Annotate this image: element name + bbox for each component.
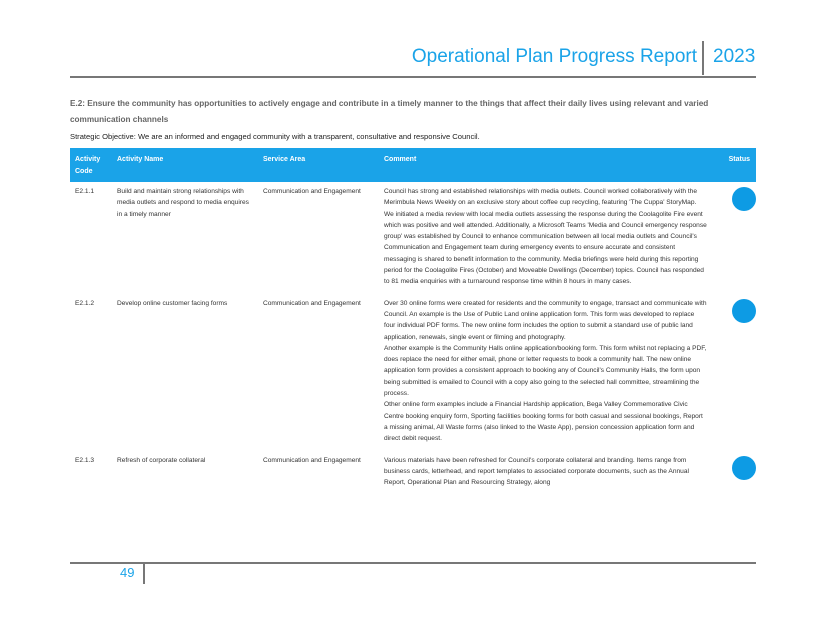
report-year: 2023 [713,46,756,67]
footer-rule [70,562,756,564]
activity-name: Develop online customer facing forms [117,299,228,307]
comment-paragraph: Another example is the Community Halls online application/booking form. This form whilst not replacing a PDF, does replace the need for either email, phone or letter requests to book a community hall. The new online application form provides a consistent approach to booking any of Council's Community Halls, the form upon being submitted is emailed to Council with a copy also going to the selected hall committee, streamlining the process. [384,344,707,398]
column-header-area: Service Area [258,148,379,182]
header-separator [702,41,704,75]
page-number: 49 [120,565,135,580]
status-indicator-icon [732,456,756,480]
status-indicator-icon [732,299,756,323]
column-header-name: Activity Name [112,148,258,182]
status-cell [719,294,756,451]
strategic-objective: Strategic Objective: We are an informed and engaged community with a transparent, consultative and responsive Council. [70,132,480,141]
table-row [70,451,756,495]
activity-name: Refresh of corporate collateral [117,456,206,464]
column-header-comment: Comment [379,148,719,182]
activity-table [70,148,756,494]
table-row [70,294,756,451]
header-rule [70,76,756,78]
activity-code: E2.1.1 [75,188,95,195]
service-area: Communication and Engagement [263,456,361,464]
table-header-row [70,148,756,182]
comment-paragraph: Over 30 online forms were created for residents and the community to engage, transact and communicate with Council. An example is the Use of Public Land online application form. This form was developed to replace four individual PDF forms. The new online form includes the option to submit a standard use of public land application, renewals, single event or filming and photography. [384,299,707,341]
service-area: Communication and Engagement [263,299,361,307]
report-title: Operational Plan Progress Report [411,46,697,67]
page-number-separator [143,563,145,584]
comment-paragraph: Other online form examples include a Financial Hardship application, Bega Valley Commemorative Civic Centre booking enquiry form, Sporting facilities booking forms for both casual and sessional bookings, Report a missing animal, All Waste forms (also linked to the Waste App), pension concession application form and direct debit request. [384,401,703,443]
status-indicator-icon [732,187,756,211]
activity-comment [379,294,719,451]
activity-code: E2.1.3 [75,456,95,464]
status-cell [719,182,756,294]
goal-heading: E.2: Ensure the community has opportunities to actively engage and contribute in a timely manner to the things that affect their daily lives using relevant and varied communication channels [70,99,709,124]
activity-comment: Council has strong and established relationships with media outlets. Council worked collaboratively with the Merimbula News Weekly on an exclusive story about coffee cup recycling, featuring 'The Cuppa' StoryMap. We initiated a media review with local media outlets assessing the response during the Coolagolite Fire event which was positive and well attended. Additionally, a Microsoft Teams 'Media and Council emergency response group' was established by Council to enhance communication between all local media outlets and Council's Communication and Engagement team during emergency events to ensure accurate and consistent messaging is shared to benefit information to the community. Media briefings were held during this reporting period for the Coolagolite Fires (October) and Moveable Dwellings (December) topics. Council has responded to 81 media enquiries with a turnaround response time within 8 hours in many cases. [384,188,707,286]
column-header-status: Status [719,148,756,182]
column-header-code: Activity Code [70,148,112,182]
activity-comment: Various materials have been refreshed for Council's corporate collateral and branding. Items range from business cards, letterhead, and report templates to associated corporate documents, such as the Annual Report, Operational Plan and Resourcing Strategy, along [384,456,689,487]
service-area: Communication and Engagement [263,188,361,195]
activity-name: Build and maintain strong relationships with media outlets and respond to media enquires in a timely manner [117,188,249,218]
table-row [70,182,756,294]
status-cell [719,451,756,495]
activity-code: E2.1.2 [75,299,95,307]
